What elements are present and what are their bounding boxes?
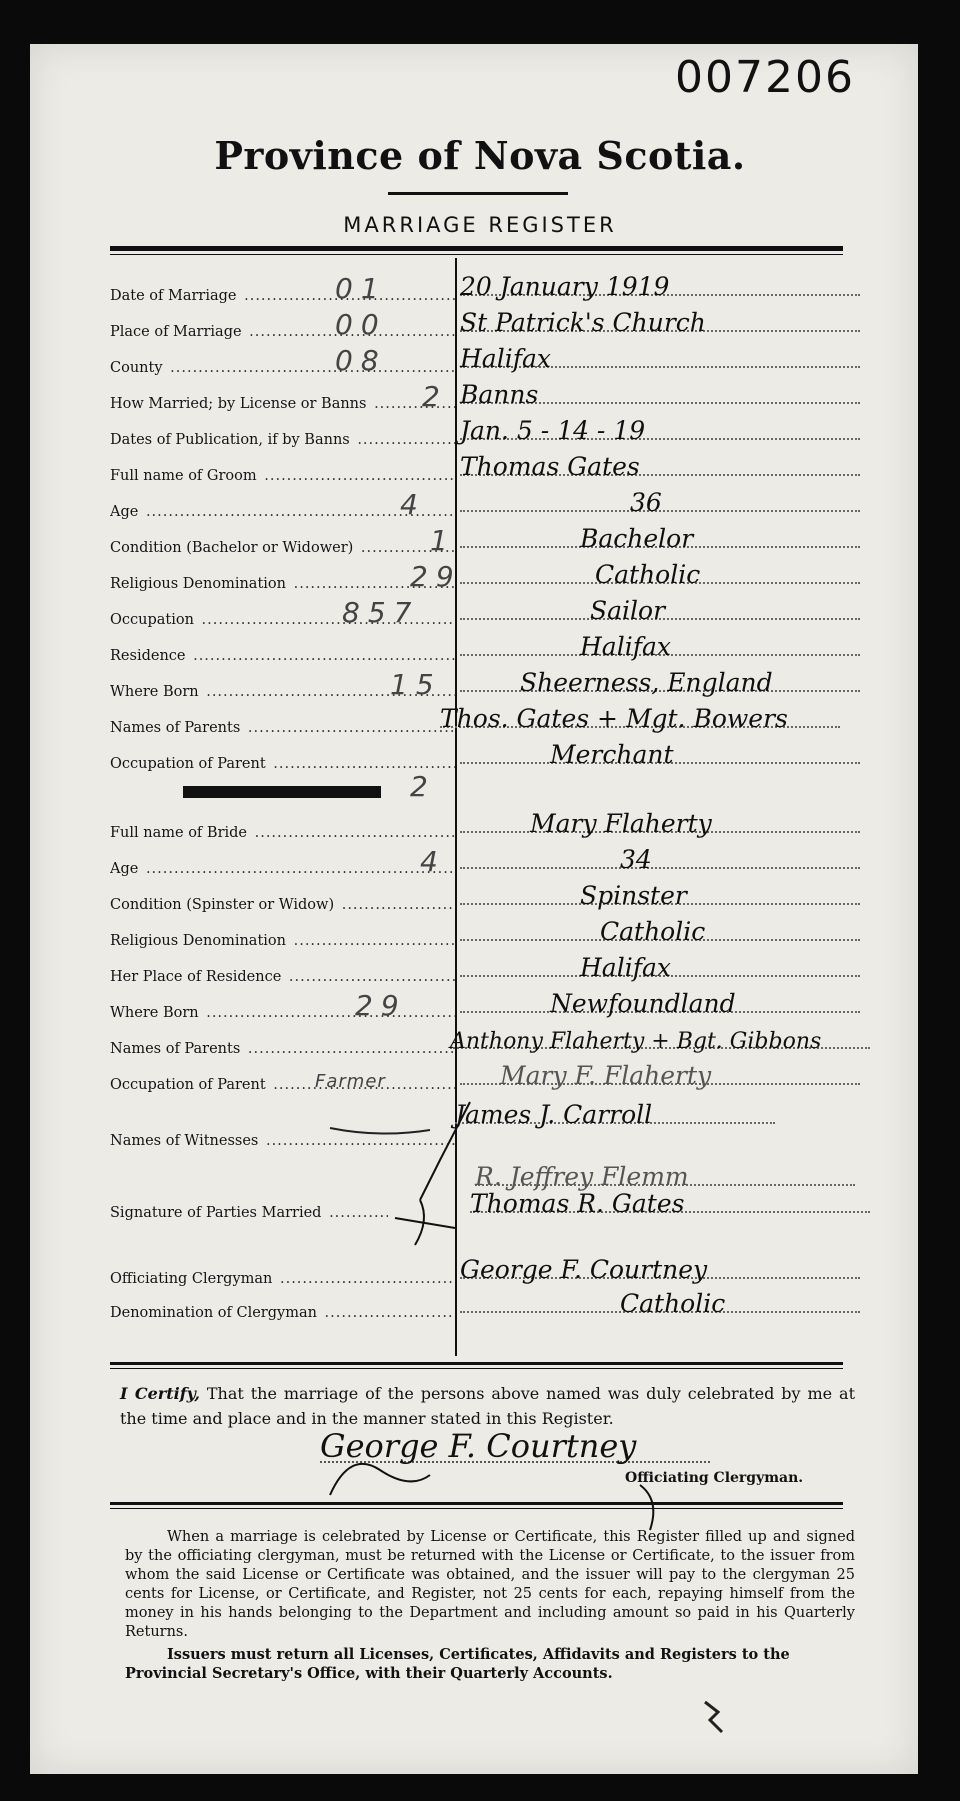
field-label: Place of Marriage [110, 324, 242, 340]
field-label: Where Born [110, 684, 199, 700]
field-label: Signature of Parties Married [110, 1205, 322, 1221]
clergy-denomination-row [110, 1289, 840, 1333]
field-label: Occupation [110, 612, 194, 628]
field-code: 1 [430, 524, 456, 557]
form-row [110, 740, 840, 784]
field-code: 08 [335, 344, 387, 377]
witness-1 [455, 1100, 775, 1130]
field-label: Occupation of Parent [110, 756, 266, 772]
bride-section-code: 2 [410, 770, 436, 803]
signature-value: George F. Courtney [320, 1427, 637, 1465]
field-label: Age [110, 861, 139, 877]
title-rule [388, 192, 568, 195]
section-separator-bar [183, 786, 381, 798]
field-code: 29 [355, 989, 407, 1022]
field-label: Condition (Spinster or Widow) [110, 897, 335, 913]
field-value: Anthony Flaherty + Bgt. Gibbons [450, 1029, 822, 1054]
header-divider [110, 246, 843, 251]
field-label: Date of Marriage [110, 288, 237, 304]
field-value: Catholic [600, 917, 706, 946]
field-value: R. Jeffrey Flemm [475, 1162, 689, 1191]
field-value: Merchant [550, 740, 674, 769]
field-value: George F. Courtney [460, 1255, 708, 1284]
field-value: Spinster [580, 881, 687, 910]
field-code: 00 [335, 308, 387, 341]
certify-lead: I Certify, [120, 1384, 200, 1403]
field-label: Religious Denomination [110, 933, 286, 949]
header-divider-thin [110, 254, 843, 255]
field-value: 20 January 1919 [460, 272, 670, 301]
field-value: Banns [460, 380, 539, 409]
field-code: 01 [335, 272, 387, 305]
field-label: Officiating Clergyman [110, 1271, 273, 1287]
page-title: Province of Nova Scotia. [214, 133, 746, 178]
certify-divider [110, 1362, 843, 1365]
field-value: 36 [630, 488, 662, 517]
field-value: Sailor [590, 596, 666, 625]
register-number: 007206 [675, 52, 855, 103]
field-label: Residence [110, 648, 186, 664]
field-label: Age [110, 504, 139, 520]
clergyman-signature [320, 1427, 710, 1467]
field-value: St Patrick's Church [460, 308, 706, 337]
certify-body: That the marriage of the persons above named was duly celebrated by me at the time and place and in the manner stated in this Register. [120, 1384, 855, 1428]
field-label: Denomination of Clergyman [110, 1305, 317, 1321]
notice-divider [110, 1502, 843, 1505]
field-label: Full name of Groom [110, 468, 257, 484]
field-code: 857 [342, 596, 420, 629]
witnesses-row [110, 1133, 840, 1161]
field-label: Condition (Bachelor or Widower) [110, 540, 354, 556]
field-value: Halifax [460, 344, 551, 373]
signature-label: Officiating Clergyman. [625, 1470, 804, 1486]
field-value: Mary F. Flaherty [500, 1061, 712, 1090]
field-value: Jan. 5 - 14 - 19 [460, 416, 646, 445]
field-value: Bachelor [580, 524, 694, 553]
notice-paragraph: When a marriage is celebrated by License or Certificate, this Register filled up and signed by the officiating clergyman, must be returned with the License or Certificate, to the issuer from whom the said License or Certificate was obtained, and the issuer will pay to the clergyman 25 cents for License, or Certificate, and Register, not 25 cents for each, repaying himself from the money in his hands belonging to the Department and including amount so paid in his Quarterly Returns. [125, 1529, 855, 1640]
field-label: County [110, 360, 163, 376]
field-label: Names of Witnesses [110, 1133, 259, 1149]
field-value: Newfoundland [550, 989, 736, 1018]
field-value: Thos. Gates + Mgt. Bowers [440, 704, 788, 733]
field-code: 2 [422, 380, 448, 413]
field-label: Dates of Publication, if by Banns [110, 432, 350, 448]
field-label: How Married; by License or Banns [110, 396, 367, 412]
field-code: 15 [390, 668, 442, 701]
field-value: Catholic [595, 560, 701, 589]
field-label: Occupation of Parent [110, 1077, 266, 1093]
field-label: Full name of Bride [110, 825, 247, 841]
field-code: Farmer [315, 1071, 386, 1092]
return-instructions: Issuers must return all Licenses, Certificates, Affidavits and Registers to the Provincial Secretary's Office, with their Quarterly Accounts. [125, 1646, 790, 1682]
field-value: Thomas Gates [460, 452, 640, 481]
field-label: Names of Parents [110, 1041, 241, 1057]
field-value: 34 [620, 845, 652, 874]
field-value: Halifax [580, 953, 671, 982]
field-value: Thomas R. Gates [470, 1189, 685, 1218]
field-label: Her Place of Residence [110, 969, 282, 985]
field-value: James J. Carroll [455, 1100, 653, 1129]
field-code: 4 [400, 488, 426, 521]
field-label: Names of Parents [110, 720, 241, 736]
field-value: Catholic [620, 1289, 726, 1318]
certification-text [120, 1381, 855, 1431]
field-label: Religious Denomination [110, 576, 286, 592]
field-code: 4 [420, 845, 446, 878]
notice-divider-thin [110, 1508, 843, 1509]
witness-2 [475, 1162, 855, 1192]
field-value: Mary Flaherty [530, 809, 712, 838]
field-value: Halifax [580, 632, 671, 661]
field-label: Where Born [110, 1005, 199, 1021]
field-code: 29 [410, 560, 462, 593]
field-value: Sheerness, England [520, 668, 773, 697]
parties-signature-row [110, 1189, 840, 1233]
certify-divider-thin [110, 1368, 843, 1369]
page-subtitle: MARRIAGE REGISTER [343, 213, 617, 237]
